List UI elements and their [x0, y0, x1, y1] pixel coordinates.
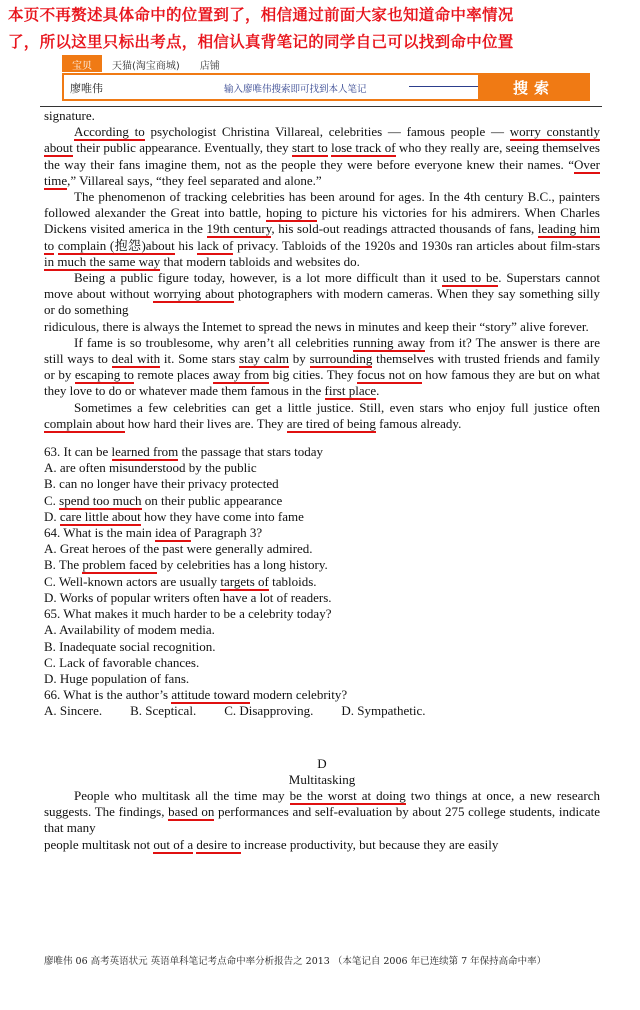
option-63a: A. are often misunderstood by the public [44, 460, 257, 476]
underlined-phrase: out of a [153, 836, 194, 852]
annotation-banner [8, 2, 632, 56]
search-hint: 输入廖唯伟搜索即可找到本人笔记 [224, 84, 367, 95]
search-query: 廖唯伟 [70, 82, 103, 95]
search-tabs [62, 55, 590, 72]
underlined-phrase: deal with [111, 351, 161, 367]
underlined-phrase: stay calm [239, 351, 290, 367]
underlined-phrase: care little about [59, 508, 141, 524]
underlined-phrase: problem faced [82, 557, 158, 573]
option-63d: D. care little about how they have come into fame [44, 508, 304, 524]
paragraph-2: The phenomenon of tracking celebrities has been around for ages. In the 4th century B.C., painters followed alexander the Great into battle, hoping to picture his victories for his admirers. When Charles Dickens visited america in the 19th century, his sold-out readings attracted thousands of fans, leading him to complain (抱怨)about his lack of privacy. Tabloids of the 1920s and 1930s ran articles about film-stars in much the same way that modern tabloids and websites do. [44, 189, 601, 269]
underlined-phrase: lose track of [331, 140, 396, 156]
paragraph-1: According to psychologist Christina Villareal, celebrities — famous people — worry constantly about their public appearance. Eventually, they start to lose track of who they really are, seeing themselves the way their fans imagine them, not as the people they were before everyone knew their names. “Over time,” Villareal says, “they feel separated and alone.” [44, 124, 600, 188]
underlined-phrase: targets of [220, 573, 269, 589]
underlined-phrase: worry constantly about [44, 124, 600, 156]
underlined-phrase: spend too much [59, 492, 142, 508]
divider [40, 106, 602, 107]
underlined-phrase: first place [324, 383, 377, 399]
paragraph-tail: signature. [44, 108, 95, 123]
underlined-phrase: complain (抱怨)about [57, 237, 175, 253]
arrow-right-icon [409, 86, 479, 87]
underlined-phrase: According to [74, 124, 145, 140]
option-63c: C. spend too much on their public appearance [44, 492, 283, 508]
search-input[interactable] [62, 73, 590, 101]
question-66: 66. What is the author’s attitude toward modern celebrity? [44, 687, 348, 703]
underlined-phrase: running away [353, 334, 426, 350]
section-title: Multitasking [288, 771, 356, 787]
banner-line-2: 了，所以这里只标出考点，相信认真背笔记的同学自己可以找到命中位置 [8, 33, 514, 51]
underlined-phrase: worrying about [153, 286, 234, 302]
option-64c: C. Well-known actors are usually targets of tabloids. [44, 573, 317, 589]
section-d-paragraph-2: people multitask not out of a desire to increase productivity, but because they are easily [44, 836, 499, 852]
tab-baobei[interactable]: 宝贝 [62, 55, 102, 72]
option-63b: B. can no longer have their privacy protected [44, 476, 279, 492]
option-65d: D. Huge population of fans. [44, 670, 190, 686]
underlined-phrase: idea of [154, 525, 191, 541]
underlined-phrase: escaping to [74, 367, 134, 383]
question-65: 65. What makes it much harder to be a celebrity today? [44, 606, 332, 622]
underlined-phrase: 19th century [206, 221, 272, 237]
underlined-phrase: be the worst at doing [289, 787, 406, 803]
section-d-paragraph-1: People who multitask all the time may be the worst at doing two things at once, a new research suggests. The findings, based on performances and self-evaluation by about 275 college students, indicate that many [44, 787, 600, 836]
underlined-phrase: based on [168, 804, 215, 820]
underlined-phrase: in much the same way [44, 253, 161, 269]
underlined-phrase: desire to [196, 836, 241, 852]
option-65b: B. Inadequate social recognition. [44, 638, 216, 654]
question-63: 63. It can be learned from the passage that stars today [44, 444, 324, 460]
underlined-phrase: lack of [197, 237, 234, 253]
option-65a: A. Availability of modem media. [44, 622, 215, 638]
options-66 [44, 703, 600, 719]
option-64a: A. Great heroes of the past were generally admired. [44, 541, 313, 557]
option-66b: B. Sceptical. [130, 703, 197, 719]
tab-tmall[interactable]: 天猫(淘宝商城) [112, 61, 180, 72]
paragraph-5: Sometimes a few celebrities can get a little justice. Still, even stars who enjoy full justice often complain about how hard their lives are. They are tired of being famous already. [44, 399, 600, 431]
paragraph-3b: ridiculous, there is always the Intemet to spread the news in minutes and keep their “story” alive forever. [44, 318, 589, 334]
paragraph-3a: Being a public figure today, however, is a lot more difficult than it used to be. Superstars cannot move about without worrying about photographers with modern cameras. When they say something silly or do something [44, 270, 600, 318]
option-66c: C. Disapproving. [224, 703, 314, 719]
tab-shop[interactable]: 店铺 [199, 61, 220, 72]
underlined-phrase: surrounding [309, 351, 373, 367]
underlined-phrase: hoping to [265, 205, 317, 221]
underlined-phrase: used to be [442, 270, 499, 286]
underlined-phrase: away from [212, 367, 270, 383]
document-body [44, 108, 600, 853]
page-footer: 廖唯伟 06 高考英语状元 英语单科笔记考点命中率分析报告之 2013 （本笔记自 2006 年已连续第 7 年保持高命中率） [44, 956, 547, 967]
paragraph-4: If fame is so troublesome, why aren’t all celebrities running away from it? The answer is there are still ways to deal with it. Some stars stay calm by surrounding themselves with trusted friends and family or by escaping to remote places away from big cities. They focus not on how famous they are but on what they love to do or whatever made them famous in the first place. [44, 334, 601, 399]
underlined-phrase: attitude toward [171, 687, 250, 703]
underlined-phrase: focus not on [356, 367, 422, 383]
section-letter: D [317, 755, 327, 771]
option-64d: D. Works of popular writers often have a lot of readers. [44, 589, 332, 605]
underlined-phrase: learned from [111, 444, 179, 460]
banner-line-1: 本页不再赘述具体命中的位置到了，相信通过前面大家也知道命中率情况 [8, 6, 514, 24]
search-button[interactable]: 搜索 [478, 73, 590, 101]
option-65c: C. Lack of favorable chances. [44, 654, 200, 670]
option-64b: B. The problem faced by celebrities has a long history. [44, 557, 328, 573]
underlined-phrase: complain about [44, 415, 125, 431]
underlined-phrase: Over time [44, 156, 600, 188]
option-66d: D. Sympathetic. [341, 703, 426, 719]
underlined-phrase: start to [291, 140, 328, 156]
option-66a: A. Sincere. [44, 703, 103, 719]
underlined-phrase: leading him to [44, 221, 600, 253]
taobao-search-box [62, 55, 590, 103]
underlined-phrase: are tired of being [286, 415, 376, 431]
question-64: 64. What is the main idea of Paragraph 3? [44, 525, 263, 541]
